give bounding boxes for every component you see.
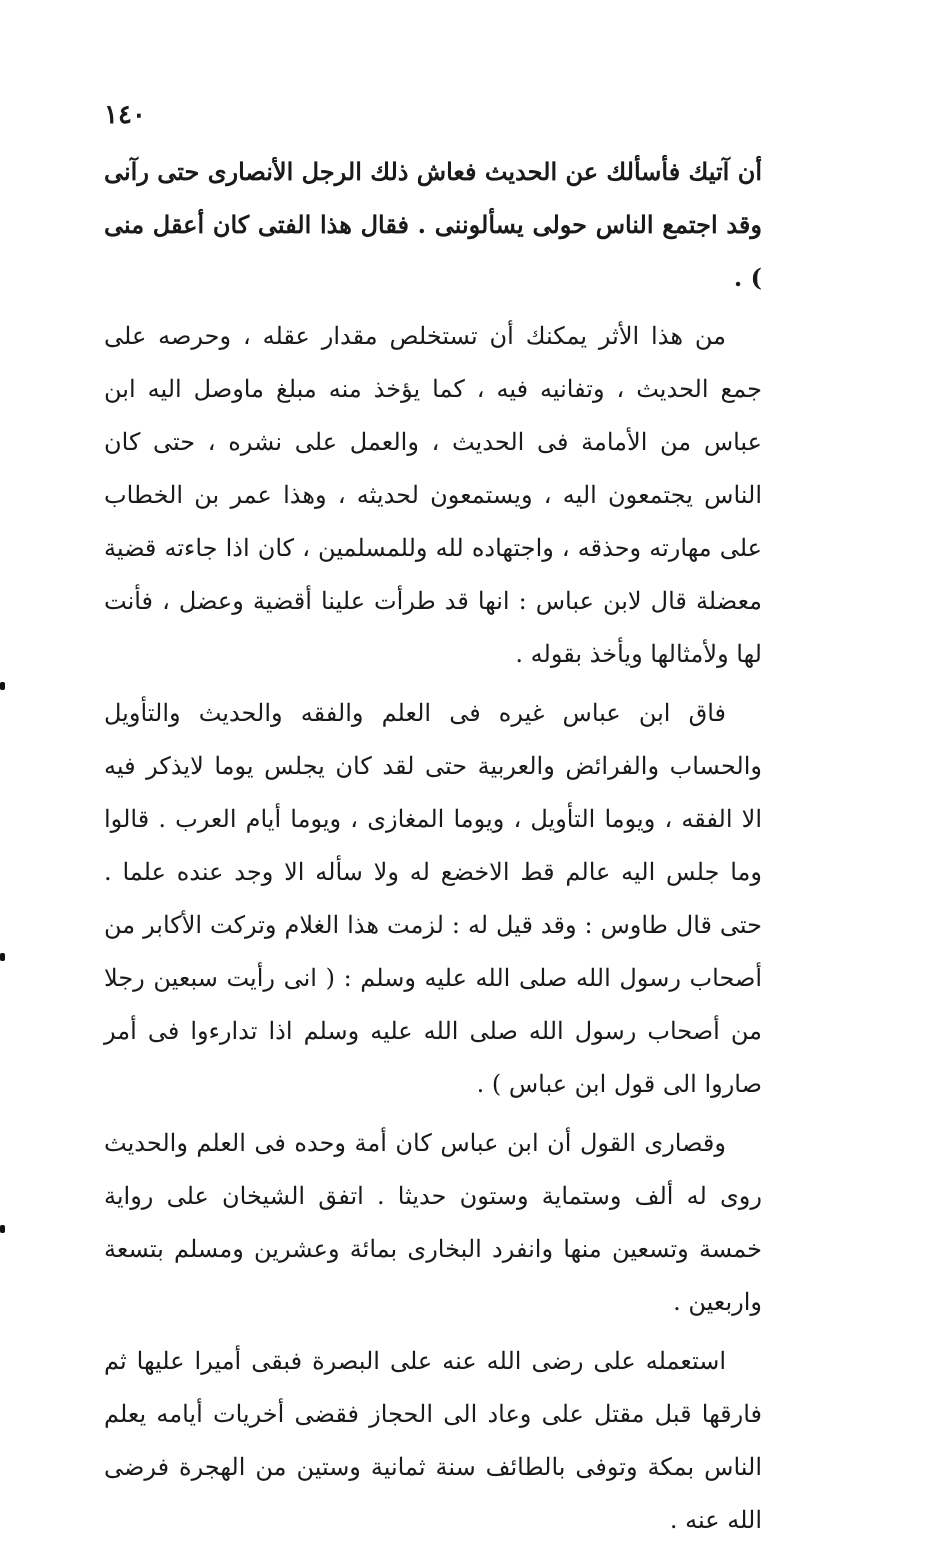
paragraph-5: استعمله على رضى الله عنه على البصرة فبقى أميرا عليها ثم فارقها قبل مقتل على وعاد الى الحجاز فقضى أخريات أيامه يعلم الناس بمكة وتوفى بالطائف سنة ثمانية وستين من الهجرة فرضى الله عنه .: [104, 1347, 762, 1534]
paragraph-3: فاق ابن عباس غيره فى العلم والفقه والحديث والتأويل والحساب والفرائض والعربية حتى لقد كان يجلس يوما لايذكر فيه الا الفقه ، ويوما التأويل ، ويوما المغازى ، ويوما أيام العرب . قالوا وما جلس اليه عالم قط الاخضع له ولا سأله الا وجد عنده علما . حتى قال طاوس : وقد قيل له : لزمت هذا الغلام وتركت الأكابر من أصحاب رسول الله صلى الله عليه وسلم : ( انى رأيت سبعين رجلا من أصحاب رسول الله صلى الله عليه وسلم اذا تدارءوا فى أمر صاروا الى قول ابن عباس ) .: [104, 699, 762, 1098]
page-number: ١٤٠: [104, 100, 146, 130]
paragraph-2: من هذا الأثر يمكنك أن تستخلص مقدار عقله ، وحرصه على جمع الحديث ، وتفانيه فيه ، كما يؤخذ منه مبلغ ماوصل اليه ابن عباس من الأمامة فى الحديث ، والعمل على نشره ، حتى كان الناس يجتمعون اليه ، ويستمعون لحديثه ، وهذا عمر بن الخطاب على مهارته وحذقه ، واجتهاده لله وللمسلمين ، كان اذا جاءته قضية معضلة قال لابن عباس : انها قد طرأت علينا أقضية وعضل ، فأنت لها ولأمثالها ويأخذ بقوله .: [104, 322, 763, 668]
margin-mark: [0, 1225, 5, 1233]
margin-mark: [0, 953, 5, 961]
paragraph-1: أن آتيك فأسألك عن الحديث فعاش ذلك الرجل الأنصارى حتى رآنى وقد اجتمع الناس حولى يسألوننى . فقال هذا الفتى كان أعقل منى ) .: [104, 157, 762, 292]
paragraph-4: وقصارى القول أن ابن عباس كان أمة وحده فى العلم والحديث روى له ألف وستماية وستون حديثا . اتفق الشيخان على رواية خمسة وتسعين منها وانفرد البخارى بمائة وعشرين ومسلم بتسعة واربعين .: [104, 1129, 762, 1316]
margin-mark: [0, 682, 5, 690]
body-text: [104, 145, 762, 1553]
